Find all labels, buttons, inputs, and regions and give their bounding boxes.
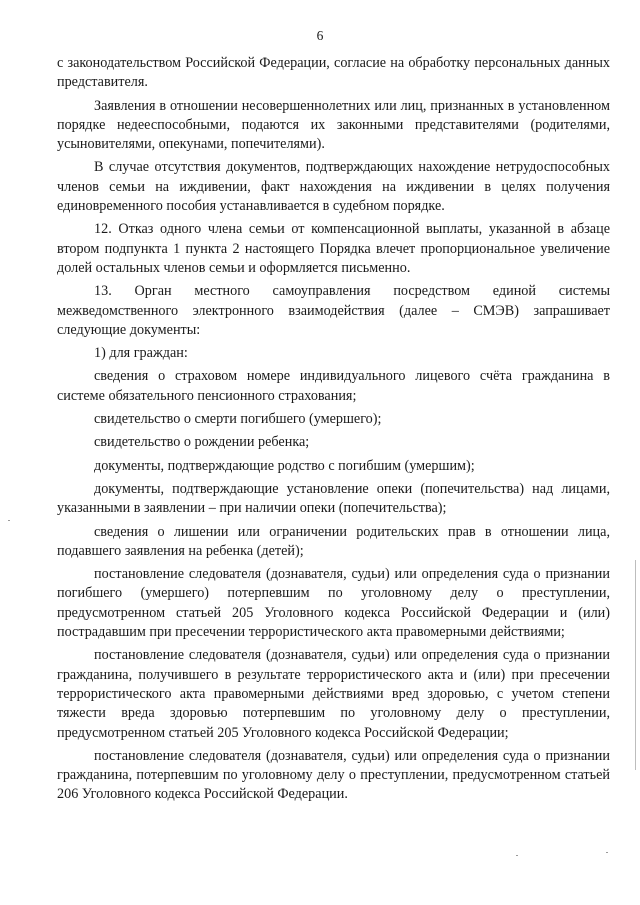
scan-speck: [516, 855, 518, 856]
paragraph-item-13: 13. Орган местного самоуправления посредством единой системы межведомственного электронного взаимодействия (далее – СМЭВ) запрашивает следующие документы:: [57, 283, 610, 338]
list-item-ruling-injured-victim: постановление следователя (дознавателя, судьи) или определения суда о признании гражданина, получившего в результате террористического акта и (или) при пресечении террористического акта правомерными действиями вред здоровью, с учетом степени тяжести вреда здоровью потерпевшим по уголовному делу о преступлении, предусмотренном статьей 205 Уголовного кодекса Российской Федерации;: [57, 647, 610, 741]
list-heading-citizens: 1) для граждан:: [94, 345, 188, 362]
document-body: [57, 54, 610, 805]
list-item-parental-rights: сведения о лишении или ограничении родительских прав в отношении лица, подавшего заявления на ребенка (детей);: [57, 523, 610, 559]
scan-speck: [8, 520, 10, 521]
list-item-ruling-deceased-victim: постановление следователя (дознавателя, судьи) или определения суда о признании погибшего (умершего) потерпевшим по уголовному делу о преступлении, предусмотренном статьей 205 Уголовного кодекса Российской Федерации и (или) пострадавшим при пресечении террористического акта правомерными действиями;: [57, 566, 610, 641]
list-item-birth-certificate: свидетельство о рождении ребенка;: [94, 434, 310, 451]
list-item-snils: сведения о страховом номере индивидуального лицевого счёта гражданина в системе обязательного пенсионного страхования;: [57, 368, 610, 404]
scan-margin-mark: [635, 560, 636, 770]
paragraph-consent-continuation: с законодательством Российской Федерации, согласие на обработку персональных данных представителя.: [57, 55, 610, 91]
list-item-kinship-documents: документы, подтверждающие родство с погибшим (умершим);: [94, 457, 475, 474]
paragraph-minors-applications: Заявления в отношении несовершеннолетних или лиц, признанных в установленном порядке недееспособными, подаются их законными представителями (родителями, усыновителями, опекунами, попечителями).: [57, 97, 610, 153]
paragraph-item-12: 12. Отказ одного члена семьи от компенсационной выплаты, указанной в абзаце втором подпункта 1 пункта 2 настоящего Порядка влечет пропорциональное увеличение долей остальных членов семьи и оформляется письменно.: [57, 221, 610, 276]
scan-speck: [606, 852, 608, 853]
list-item-ruling-article-206: постановление следователя (дознавателя, судьи) или определения суда о признании гражданина, потерпевшим по уголовному делу о преступлении, предусмотренном статьей 206 Уголовного кодекса Российской Федерации.: [57, 747, 610, 803]
list-item-guardianship: документы, подтверждающие установление опеки (попечительства) над лицами, указанными в заявлении – при наличии опеки (попечительства);: [57, 480, 610, 517]
page-number: 6: [316, 28, 324, 43]
paragraph-dependents-court: В случае отсутствия документов, подтверждающих нахождение нетрудоспособных членов семьи на иждивении, факт нахождения на иждивении в целях получения единовременного пособия устанавливается в судебном порядке.: [57, 159, 610, 215]
list-item-death-certificate: свидетельство о смерти погибшего (умершего);: [94, 411, 382, 428]
